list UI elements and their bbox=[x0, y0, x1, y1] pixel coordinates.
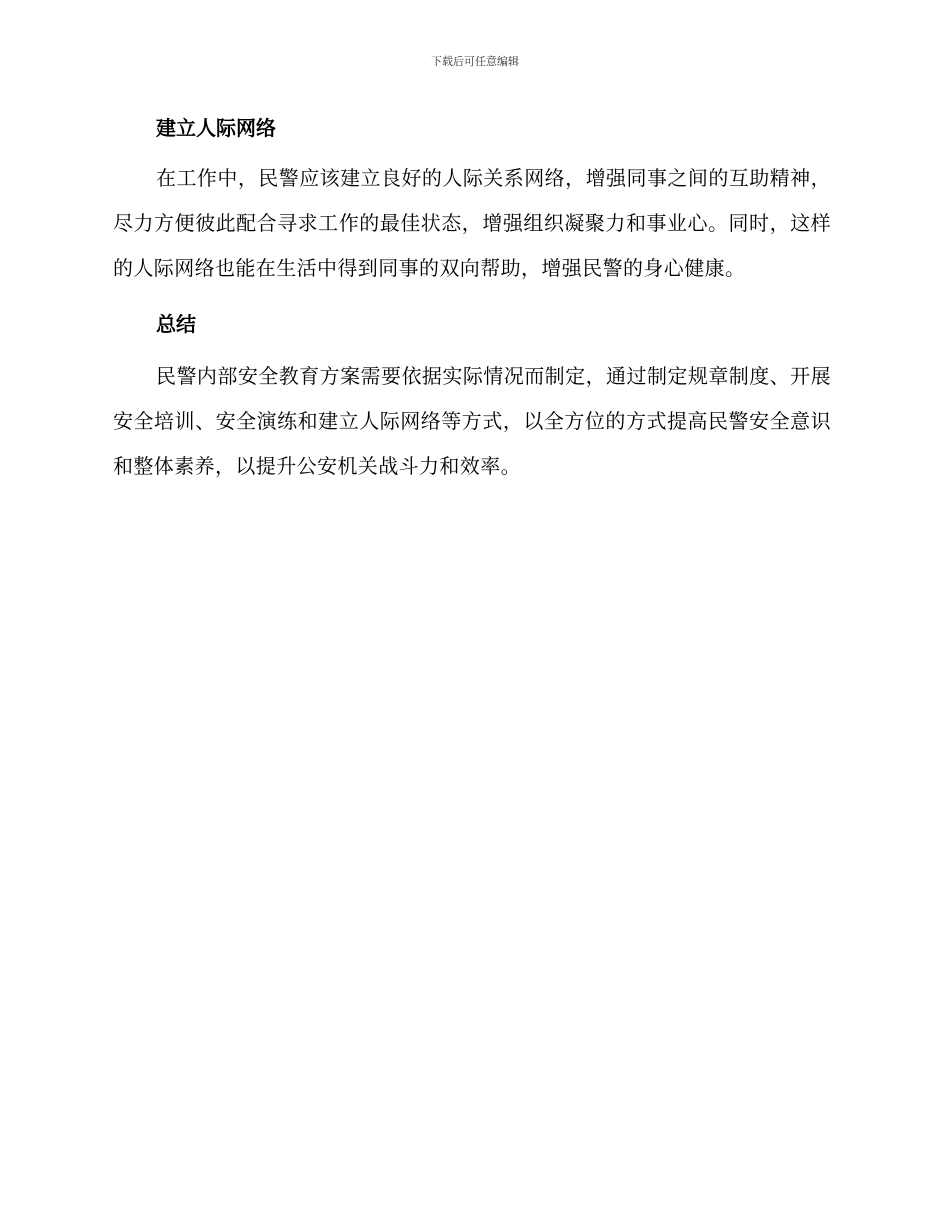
section-paragraph-network: 在工作中，民警应该建立良好的人际关系网络，增强同事之间的互助精神，尽力方便彼此配合寻求工作的最佳状态，增强组织凝聚力和事业心。同时，这样的人际网络也能在生活中得到同事的双向帮助，增强民警的身心健康。 bbox=[113, 166, 831, 280]
section-heading-network: 建立人际网络 bbox=[156, 116, 276, 140]
section-paragraph-summary: 民警内部安全教育方案需要依据实际情况而制定，通过制定规章制度、开展安全培训、安全演练和建立人际网络等方式，以全方位的方式提高民警安全意识和整体素养，以提升公安机关战斗力和效率。 bbox=[113, 364, 831, 478]
page-header-note: 下载后可任意编辑 bbox=[431, 55, 519, 68]
document-body bbox=[113, 112, 831, 489]
section-heading-summary: 总结 bbox=[156, 312, 196, 336]
